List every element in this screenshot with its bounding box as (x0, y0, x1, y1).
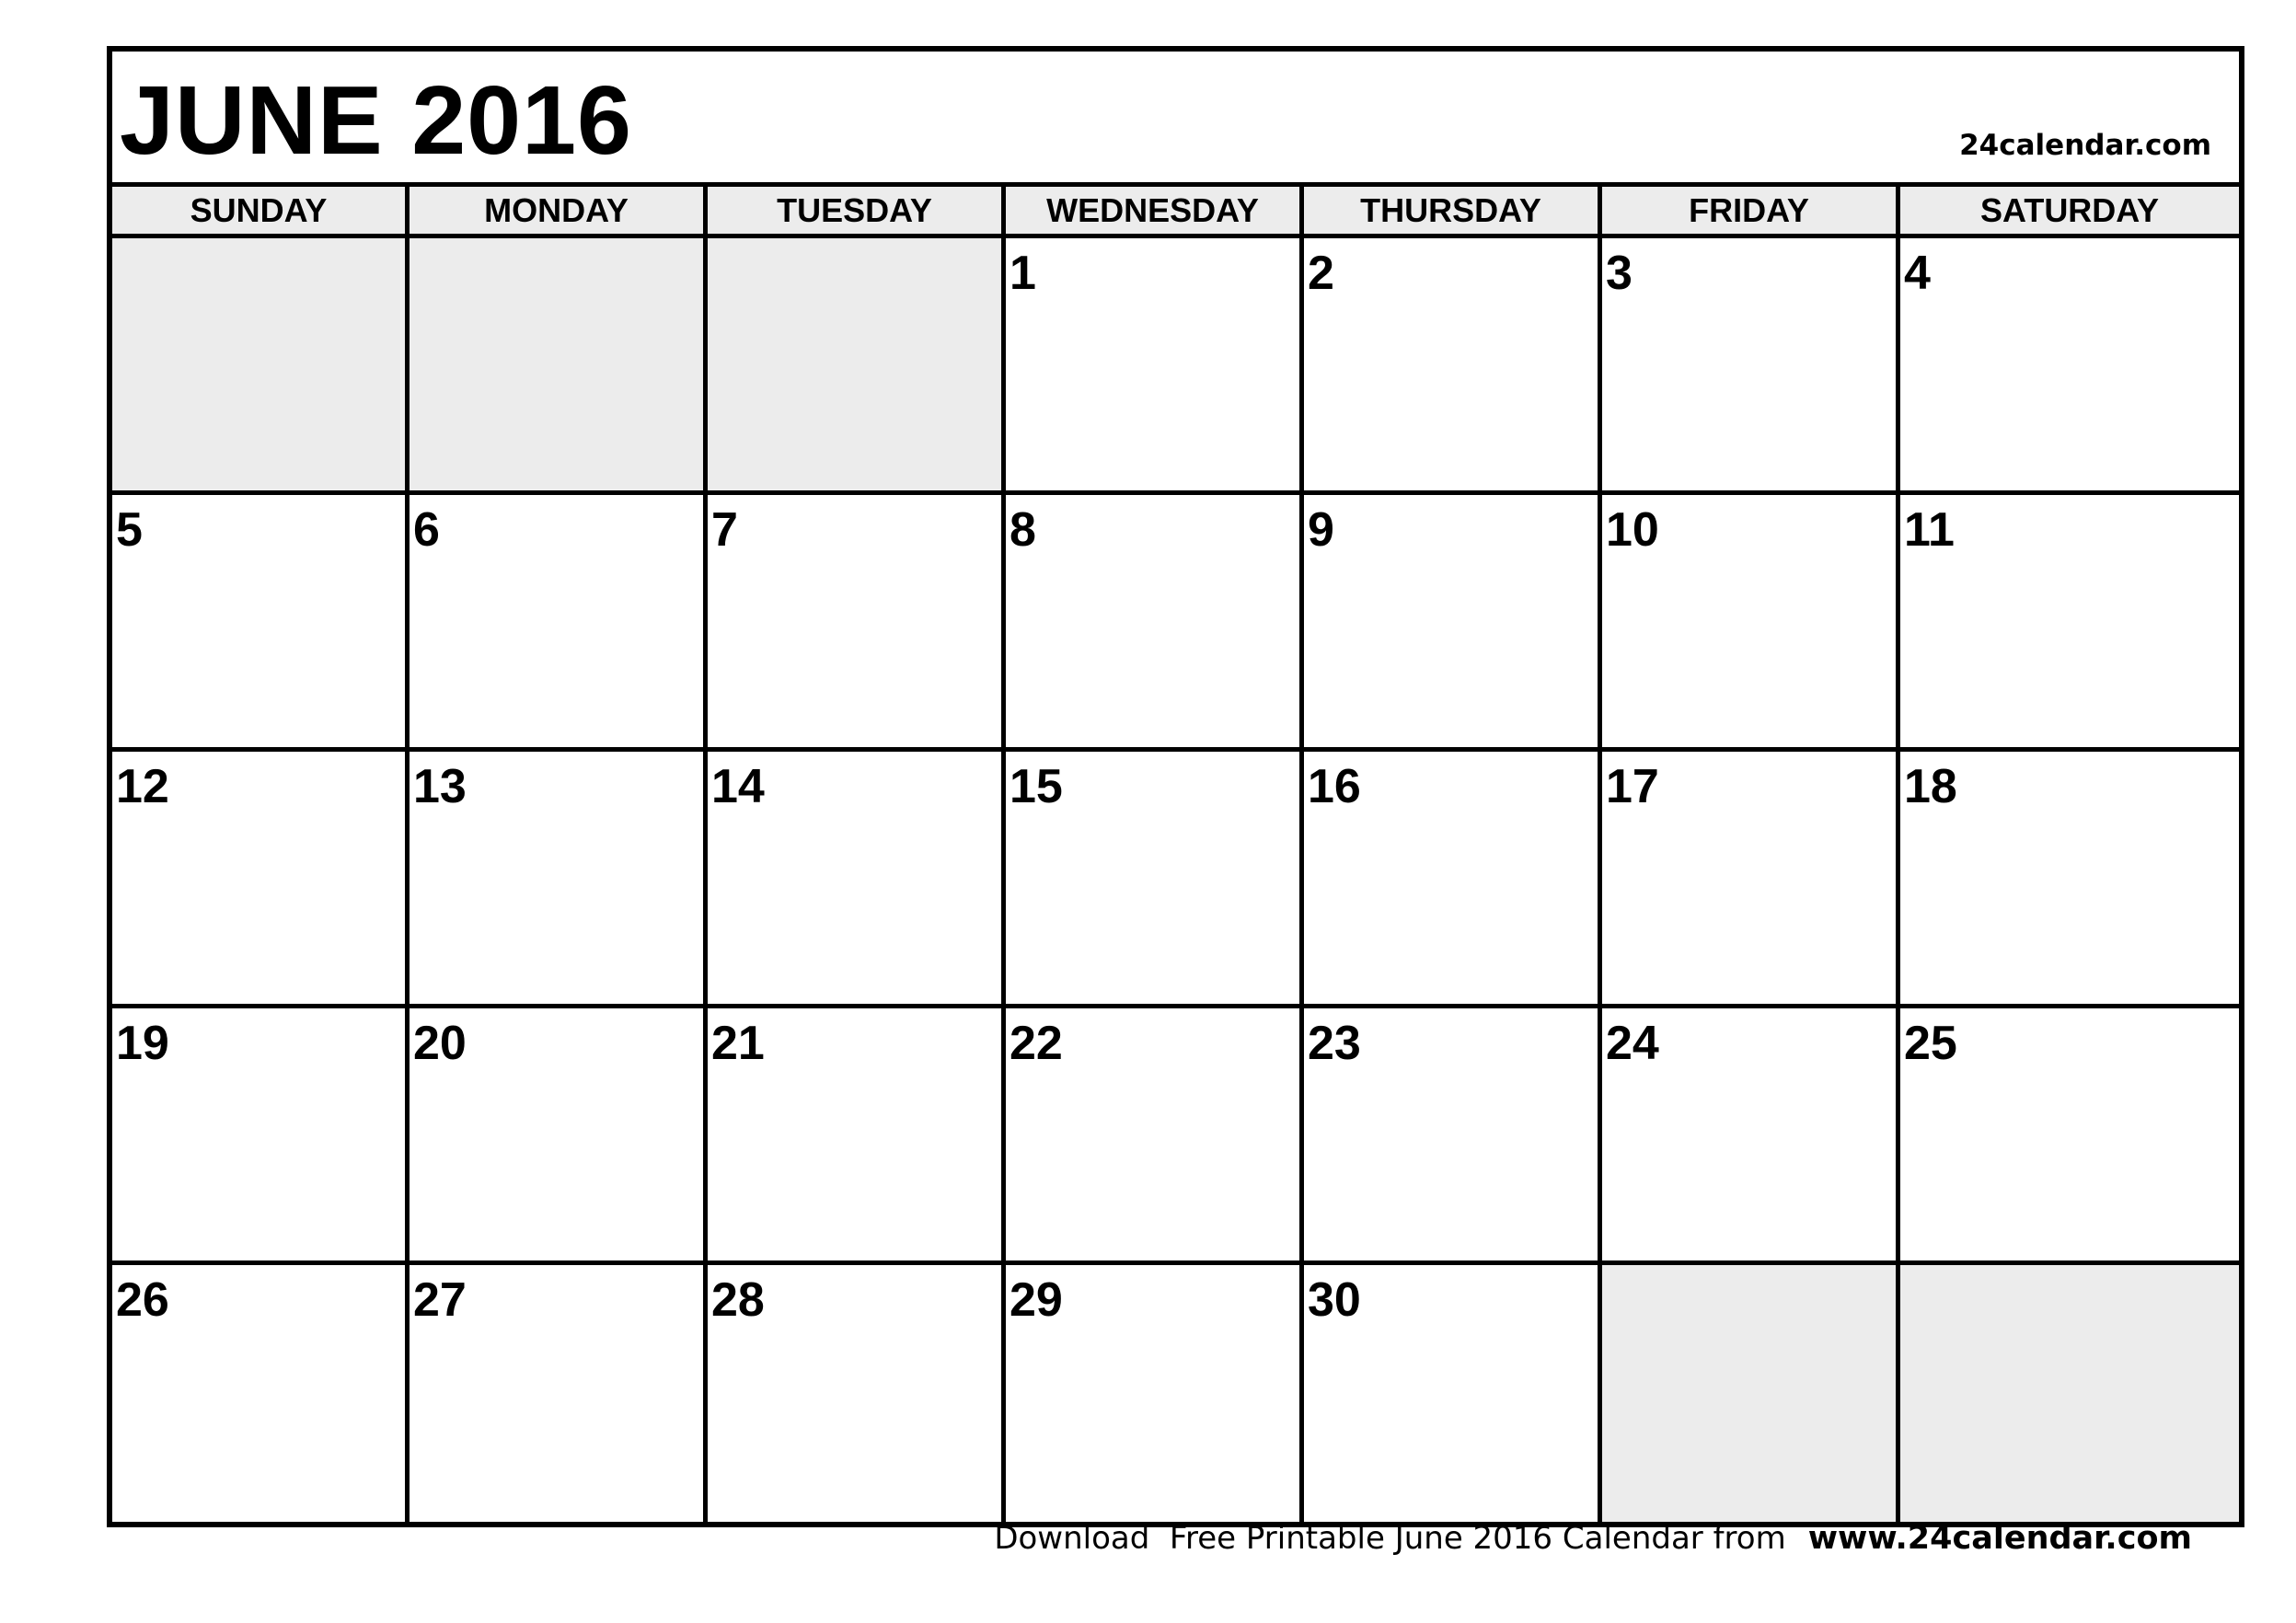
day-cell (1602, 1008, 1900, 1265)
day-cell (1602, 495, 1900, 752)
day-number: 28 (711, 1273, 765, 1327)
day-cell (1006, 495, 1304, 752)
weekday-header-thursday: THURSDAY (1304, 187, 1602, 238)
day-number: 18 (1904, 760, 1957, 813)
day-number: 19 (116, 1017, 169, 1070)
day-number: 11 (1904, 503, 1955, 557)
day-cell (410, 752, 708, 1008)
footer-text: Download Free Printable June 2016 Calendar from (994, 1520, 1786, 1557)
day-number: 27 (413, 1273, 467, 1327)
day-number: 20 (413, 1017, 467, 1070)
day-cell (1900, 752, 2239, 1008)
day-number: 23 (1308, 1017, 1361, 1070)
weekday-header-saturday: SATURDAY (1900, 187, 2239, 238)
month-title: JUNE 2016 (120, 66, 633, 175)
day-cell (1602, 752, 1900, 1008)
day-number: 4 (1904, 247, 1931, 300)
day-cell (112, 1008, 410, 1265)
weekday-header-friday: FRIDAY (1602, 187, 1900, 238)
day-number: 1 (1010, 247, 1036, 300)
day-number: 13 (413, 760, 467, 813)
day-cell (1006, 752, 1304, 1008)
day-cell (1006, 1008, 1304, 1265)
empty-day-cell (1900, 1265, 2239, 1522)
day-cell (1304, 1008, 1602, 1265)
day-number: 12 (116, 760, 169, 813)
day-number: 29 (1010, 1273, 1063, 1327)
day-cell (1304, 238, 1602, 495)
calendar-grid (112, 187, 2239, 1522)
day-number: 30 (1308, 1273, 1361, 1327)
day-number: 14 (711, 760, 765, 813)
empty-day-cell (1602, 1265, 1900, 1522)
day-number: 26 (116, 1273, 169, 1327)
day-cell (1900, 238, 2239, 495)
day-number: 10 (1606, 503, 1659, 557)
empty-day-cell (410, 238, 708, 495)
day-cell (1900, 1008, 2239, 1265)
footer-url: www.24calendar.com (1807, 1520, 2192, 1557)
empty-day-cell (708, 238, 1006, 495)
weekday-header-tuesday: TUESDAY (708, 187, 1006, 238)
day-number: 17 (1606, 760, 1659, 813)
day-cell (1006, 238, 1304, 495)
site-name: 24calendar.com (1959, 129, 2211, 162)
day-cell (1304, 1265, 1602, 1522)
day-number: 25 (1904, 1017, 1957, 1070)
day-cell (410, 1008, 708, 1265)
day-number: 22 (1010, 1017, 1063, 1070)
day-cell (1602, 238, 1900, 495)
day-cell (708, 495, 1006, 752)
day-number: 24 (1606, 1017, 1659, 1070)
day-number: 21 (711, 1017, 765, 1070)
day-cell (410, 495, 708, 752)
day-number: 7 (711, 503, 738, 557)
weekday-header-sunday: SUNDAY (112, 187, 410, 238)
day-number: 8 (1010, 503, 1036, 557)
weekday-header-monday: MONDAY (410, 187, 708, 238)
day-cell (1304, 752, 1602, 1008)
title-bar (112, 52, 2239, 187)
day-cell (112, 495, 410, 752)
empty-day-cell (112, 238, 410, 495)
day-cell (708, 752, 1006, 1008)
day-number: 6 (413, 503, 440, 557)
day-number: 2 (1308, 247, 1334, 300)
day-number: 3 (1606, 247, 1633, 300)
day-cell (112, 1265, 410, 1522)
weekday-header-wednesday: WEDNESDAY (1006, 187, 1304, 238)
day-cell (112, 752, 410, 1008)
day-cell (1900, 495, 2239, 752)
day-cell (1304, 495, 1602, 752)
calendar-page (107, 46, 2244, 1527)
day-number: 15 (1010, 760, 1063, 813)
day-cell (708, 1265, 1006, 1522)
footer-note (0, 1520, 2192, 1557)
day-number: 5 (116, 503, 143, 557)
day-number: 16 (1308, 760, 1361, 813)
day-cell (410, 1265, 708, 1522)
day-cell (708, 1008, 1006, 1265)
day-cell (1006, 1265, 1304, 1522)
day-number: 9 (1308, 503, 1334, 557)
